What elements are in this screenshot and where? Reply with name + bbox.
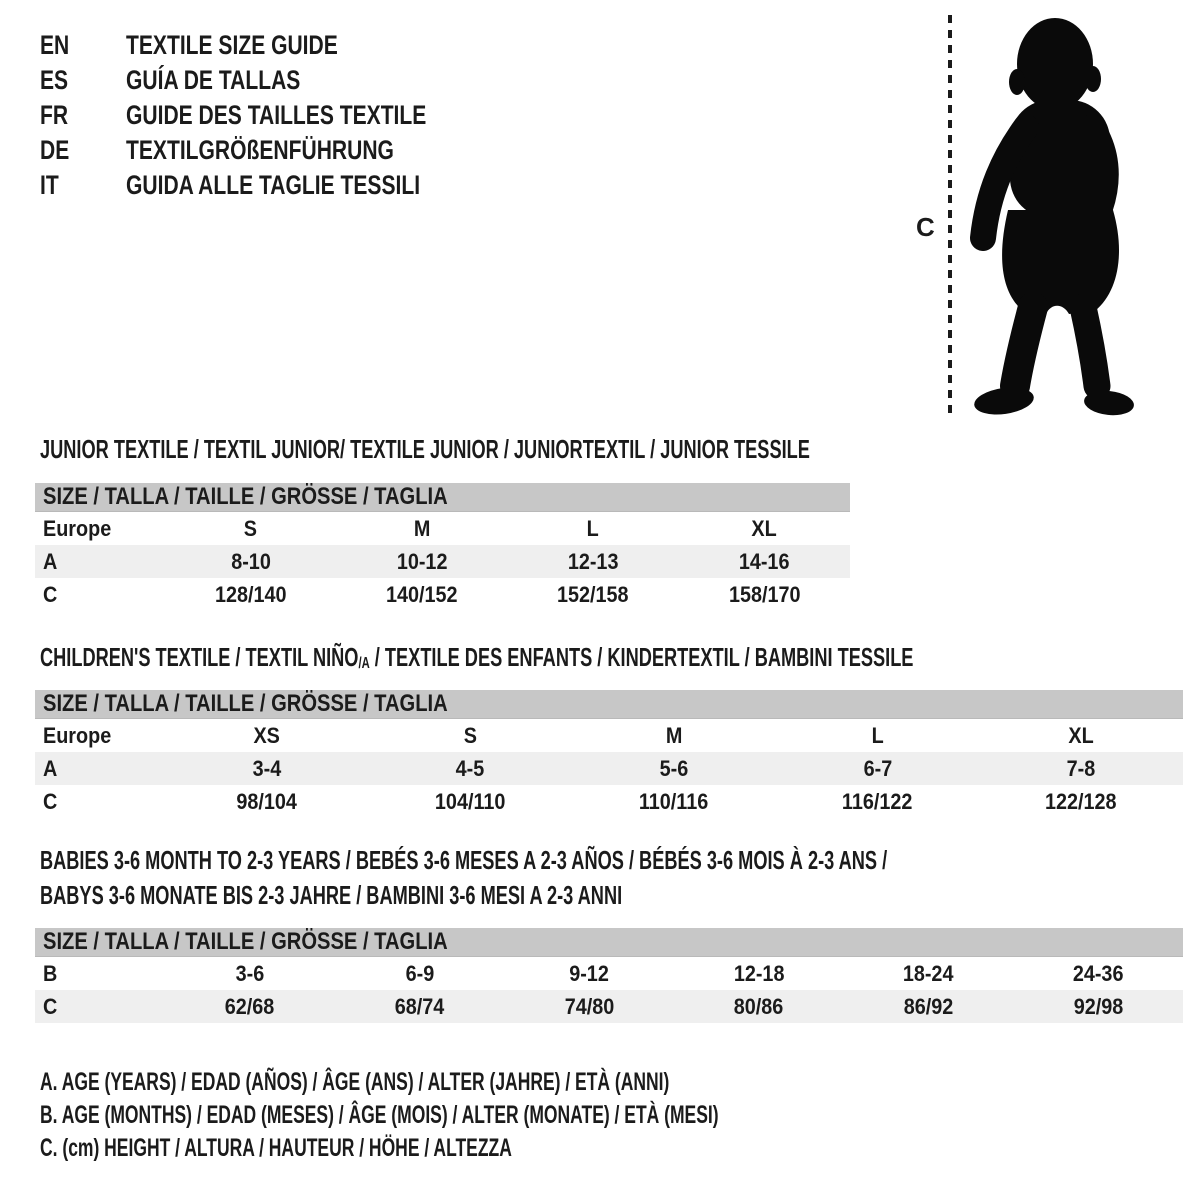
children-size-table [35, 690, 1183, 818]
table-row-height [35, 578, 850, 611]
row-label: Europe [43, 516, 112, 541]
table-cell: L [587, 516, 600, 541]
measure-legend [40, 1066, 1009, 1165]
table-cell: 3-4 [252, 756, 282, 781]
table-cell: 12-13 [567, 549, 619, 574]
table-cell: XL [1068, 723, 1094, 748]
language-title: GUIDA ALLE TAGLIE TESSILI [125, 170, 420, 200]
table-cell: M [665, 723, 683, 748]
table-cell: 6-9 [405, 961, 434, 986]
table-cell: 98/104 [236, 789, 298, 814]
table-cell: 104/110 [435, 789, 506, 814]
table-row-europe [35, 719, 1183, 752]
row-label: A [43, 549, 58, 574]
language-row-de [40, 133, 511, 168]
legend-line-c: C. (cm) HEIGHT / ALTURA / HAUTEUR / HÖHE / ALTEZZA [40, 1134, 512, 1162]
table-cell: 9-12 [569, 961, 610, 986]
table-cell: 7-8 [1066, 756, 1096, 781]
table-cell: 14-16 [739, 549, 790, 574]
children-section-title: CHILDREN'S TEXTILE / TEXTIL NIÑO/A / TEXTILE DES ENFANTS / KINDERTEXTIL / BAMBINI TESSILE [40, 642, 914, 672]
table-cell: 12-18 [733, 961, 785, 986]
junior-size-table [35, 483, 850, 611]
language-row-fr [40, 98, 511, 133]
row-label: C [43, 582, 58, 607]
table-cell: 92/98 [1073, 994, 1123, 1019]
babies-section-title: BABIES 3-6 MONTH TO 2-3 YEARS / BEBÉS 3-6 MESES A 2-3 AÑOS / BÉBÉS 3-6 MOIS À 2-3 ANS / BABYS 3-6 MONATE BIS 2-3 JAHRE / BAMBINI 3-6 MESI A 2-3 ANNI [40, 845, 888, 910]
table-cell: 74/80 [564, 994, 614, 1019]
language-title: TEXTILGRÖßENFÜHRUNG [125, 135, 394, 165]
language-code: EN [40, 30, 70, 60]
table-cell: XS [253, 723, 281, 748]
language-code: IT [40, 170, 59, 200]
toddler-silhouette-icon [962, 12, 1147, 420]
table-row-age [35, 545, 850, 578]
table-cell: L [871, 723, 884, 748]
table-cell: 158/170 [728, 582, 801, 607]
language-row-es [40, 63, 511, 98]
table-cell: 110/116 [639, 789, 709, 814]
size-header-bar: SIZE / TALLA / TAILLE / GRÖSSE / TAGLIA [35, 928, 1183, 957]
height-measure-line [948, 15, 952, 417]
size-header-bar: SIZE / TALLA / TAILLE / GRÖSSE / TAGLIA [35, 690, 1183, 719]
legend-line-b: B. AGE (MONTHS) / EDAD (MESES) / ÂGE (MOIS) / ALTER (MONATE) / ETÀ (MESI) [40, 1101, 719, 1129]
language-title: GUIDE DES TAILLES TEXTILE [125, 100, 426, 130]
size-header-bar: SIZE / TALLA / TAILLE / GRÖSSE / TAGLIA [35, 483, 850, 512]
table-cell: 4-5 [456, 756, 485, 781]
table-row-europe [35, 512, 850, 545]
table-cell: 86/92 [903, 994, 954, 1019]
table-cell: S [463, 723, 477, 748]
table-cell: 10-12 [396, 549, 448, 574]
table-cell: 3-6 [235, 961, 265, 986]
table-cell: XL [751, 516, 778, 541]
legend-line-a: A. AGE (YEARS) / EDAD (AÑOS) / ÂGE (ANS) / ALTER (JAHRE) / ETÀ (ANNI) [40, 1068, 670, 1096]
table-cell: 140/152 [386, 582, 458, 607]
table-cell: 128/140 [214, 582, 287, 607]
table-cell: S [244, 516, 258, 541]
language-code: DE [40, 135, 70, 165]
language-row-en [40, 28, 511, 63]
table-row-age [35, 752, 1183, 785]
table-cell: 6-7 [863, 756, 892, 781]
language-title: TEXTILE SIZE GUIDE [125, 30, 338, 60]
language-row-it [40, 168, 511, 203]
row-label: Europe [43, 723, 112, 748]
table-cell: 122/128 [1045, 789, 1117, 814]
babies-size-table [35, 928, 1183, 1023]
language-code: FR [40, 100, 69, 130]
language-title: GUÍA DE TALLAS [125, 65, 300, 95]
table-cell: 8-10 [230, 549, 271, 574]
table-row-height [35, 785, 1183, 818]
table-cell: 152/158 [557, 582, 629, 607]
language-code: ES [40, 65, 69, 95]
table-cell: 80/86 [734, 994, 784, 1019]
row-label: C [43, 994, 58, 1019]
table-cell: 62/68 [225, 994, 275, 1019]
row-label: B [43, 961, 58, 986]
table-cell: 68/74 [394, 994, 445, 1019]
table-row-age-months [35, 957, 1183, 990]
height-measure-label: C [916, 212, 935, 242]
table-cell: 5-6 [659, 756, 689, 781]
row-label: C [43, 789, 58, 814]
row-label: A [43, 756, 58, 781]
table-cell: 116/122 [842, 789, 913, 814]
junior-section-title: JUNIOR TEXTILE / TEXTIL JUNIOR/ TEXTILE JUNIOR / JUNIORTEXTIL / JUNIOR TESSILE [40, 434, 810, 464]
table-cell: 24-36 [1072, 961, 1124, 986]
table-cell: M [413, 516, 431, 541]
table-cell: 18-24 [903, 961, 954, 986]
table-row-height [35, 990, 1183, 1023]
language-list [40, 28, 511, 203]
